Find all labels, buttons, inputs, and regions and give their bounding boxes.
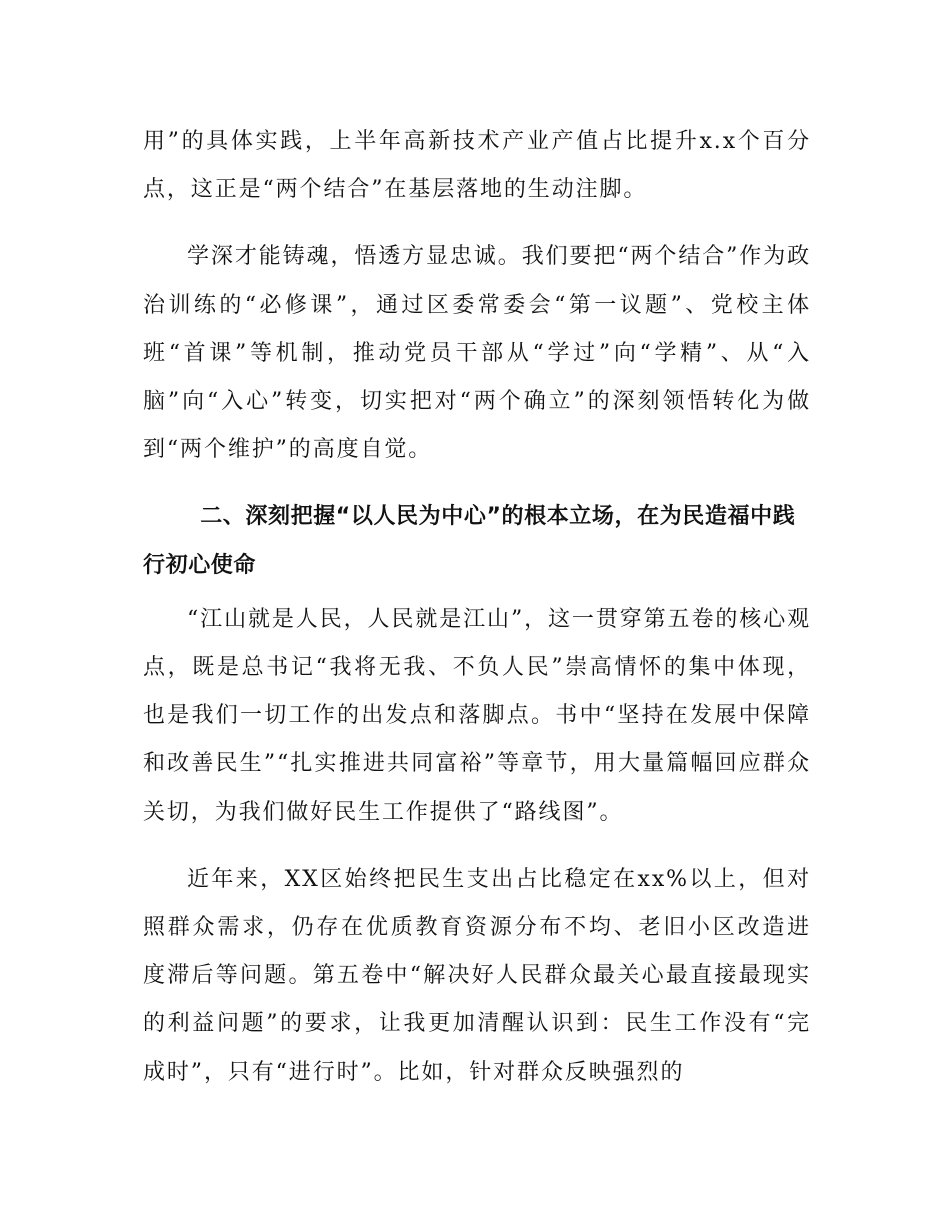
paragraph-continuation: 用”的具体实践，上半年高新技术产业产值占比提升x.x个百分点，这正是“两个结合”在基层落地的生动注脚。 — [143, 129, 811, 203]
paragraph-gap — [143, 474, 811, 493]
section-heading: 二、深刻把握“以人民为中心”的根本立场，在为民造福中践行初心使命 — [143, 504, 796, 578]
paragraph-gap — [143, 837, 811, 856]
paragraph-study: 学深才能铸魂，悟透方显忠诚。我们要把“两个结合”作为政治训练的“必修课”，通过区委常委会“第一议题”、党校主体班“首课”等机制，推动党员干部从“学过”向“学精”、从“入脑”向“入心”转变，切实把对“两个确立”的深刻领悟转化为做到“两个维护”的高度自觉。 — [143, 244, 811, 463]
paragraph-livelihood: 近年来，XX区始终把民生支出占比稳定在xx%以上，但对照群众需求，仍存在优质教育资源分布不均、老旧小区改造进度滞后等问题。第五卷中“解决好人民群众最关心最直接最现实的利益问题”的要求，让我更加清醒认识到：民生工作没有“完成时”，只有“进行时”。比如，针对群众反映强烈的 — [143, 866, 811, 1085]
paragraph-people: “江山就是人民，人民就是江山”，这一贯穿第五卷的核心观点，既是总书记“我将无我、不负人民”崇高情怀的集中体现，也是我们一切工作的出发点和落脚点。书中“坚持在发展中保障和改善民生”“扎实推进共同富裕”等章节，用大量篇幅回应群众关切，为我们做好民生工作提供了“路线图”。 — [143, 606, 811, 825]
document-page — [143, 118, 811, 1097]
paragraph-gap — [143, 214, 811, 233]
